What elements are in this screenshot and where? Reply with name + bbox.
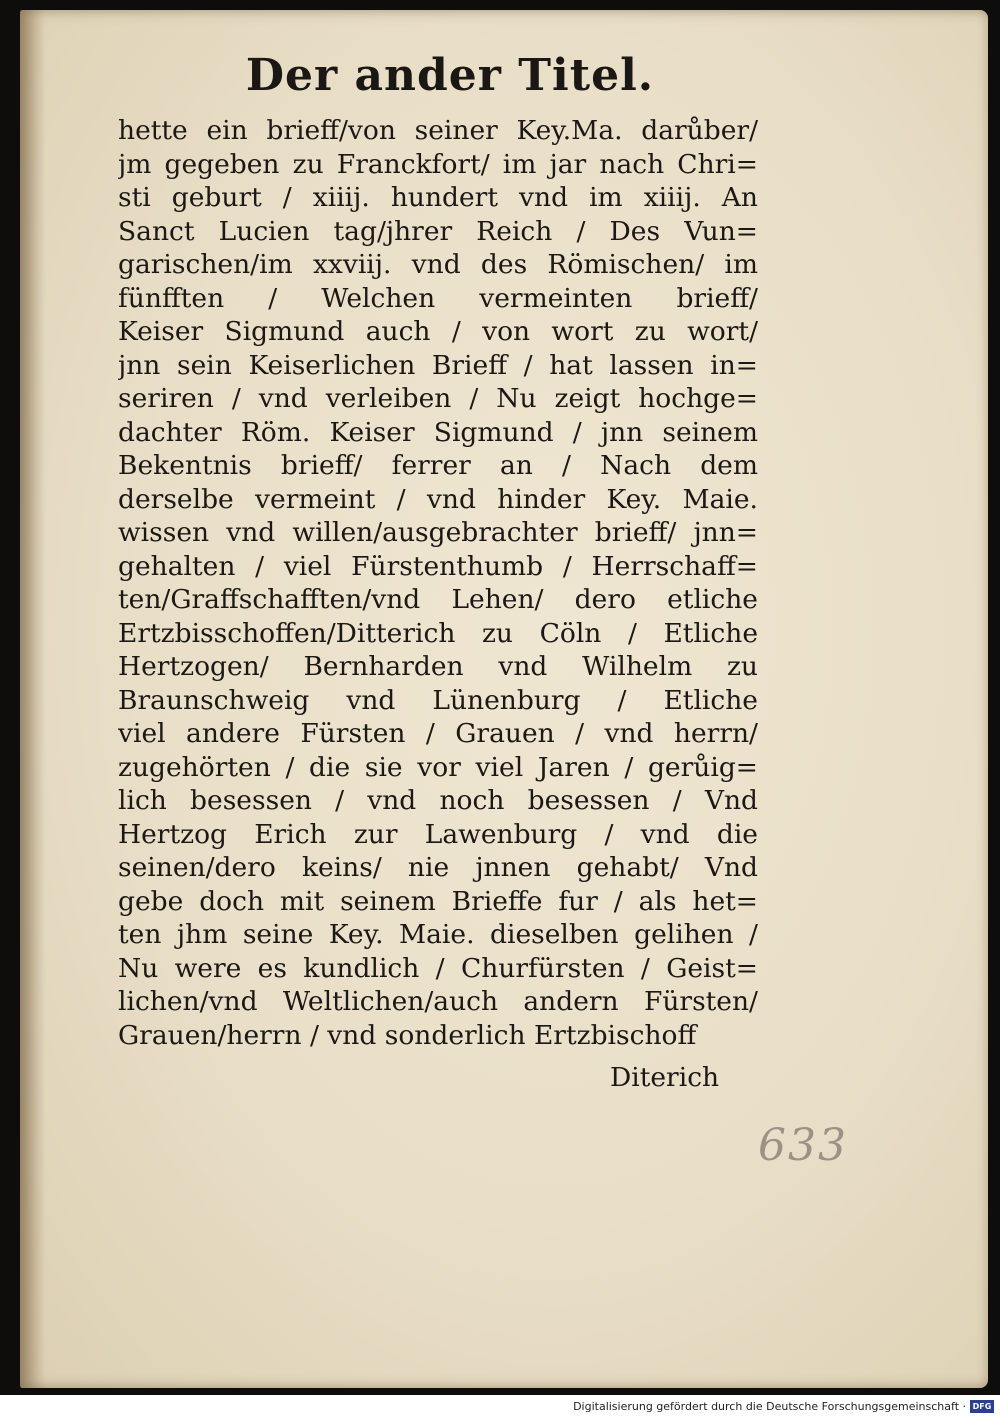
text-line: dachter Röm. Keiser Sigmund / jnn seinem <box>118 416 758 448</box>
text-line: seinen/dero keins/ nie jnnen gehabt/ Vnd <box>118 852 758 883</box>
text-line: jm gegeben zu Franckfort/ im jar nach Chri= <box>118 148 758 180</box>
text-line: Grauen/herrn / vnd sonderlich Ertzbischoff <box>118 1019 697 1051</box>
text-line: sti geburt / xiiij. hundert vnd im xiiij. An <box>118 182 758 213</box>
catchword: Diterich <box>610 1062 720 1093</box>
text-line: lich besessen / vnd noch besessen / Vnd <box>118 785 758 816</box>
running-title: Der ander Titel. <box>245 50 655 101</box>
spine-shadow <box>20 10 46 1388</box>
text-line: fünfften / Welchen vermeinten brieff/ <box>118 282 758 314</box>
text-line: jnn sein Keiserlichen Brieff / hat lassen in= <box>118 349 758 381</box>
credit-bar <box>0 1395 1000 1420</box>
text-line: ten jhm seine Key. Maie. dieselben gelihen / <box>118 919 758 950</box>
text-line: Bekentnis brieff/ ferrer an / Nach dem <box>118 450 758 481</box>
text-line: wissen vnd willen/ausgebrachter brieff/ jnn= <box>118 517 758 548</box>
text-line: ten/Graffschafften/vnd Lehen/ dero etliche <box>118 584 758 615</box>
text-line: gehalten / viel Fürstenthumb / Herrschaff= <box>118 550 758 582</box>
text-line: lichen/vnd Weltlichen/auch andern Fürsten/ <box>118 986 758 1017</box>
dfg-logo: DFG <box>970 1400 994 1413</box>
book-page <box>20 10 988 1388</box>
text-line: Ertzbisschoffen/Ditterich zu Cöln / Etliche <box>118 617 758 649</box>
text-line: Braunschweig vnd Lünenburg / Etliche <box>118 684 758 716</box>
folio-number: 633 <box>758 1120 848 1171</box>
text-line: hette ein brieff/von seiner Key.Ma. darůber/ <box>118 115 758 146</box>
text-line: Hertzog Erich zur Lawenburg / vnd die <box>118 818 758 850</box>
text-line: derselbe vermeint / vnd hinder Key. Maie. <box>118 483 758 515</box>
text-line: Hertzogen/ Bernharden vnd Wilhelm zu <box>118 651 758 682</box>
text-line: Keiser Sigmund auch / von wort zu wort/ <box>118 316 758 347</box>
text-line: garischen/im xxviij. vnd des Römischen/ im <box>118 249 758 280</box>
text-line: Sanct Lucien tag/jhrer Reich / Des Vun= <box>118 215 758 247</box>
funding-credit: Digitalisierung gefördert durch die Deutsche Forschungsgemeinschaft · <box>573 1400 966 1413</box>
text-line: seriren / vnd verleiben / Nu zeigt hochge= <box>118 383 758 414</box>
text-line: gebe doch mit seinem Brieffe fur / als het= <box>118 885 758 917</box>
text-block <box>118 114 758 1052</box>
text-line: Nu were es kundlich / Churfürsten / Geist= <box>118 952 758 984</box>
text-line: zugehörten / die sie vor viel Jaren / gerůig= <box>118 751 758 783</box>
text-line: viel andere Fürsten / Grauen / vnd herrn/ <box>118 718 758 749</box>
